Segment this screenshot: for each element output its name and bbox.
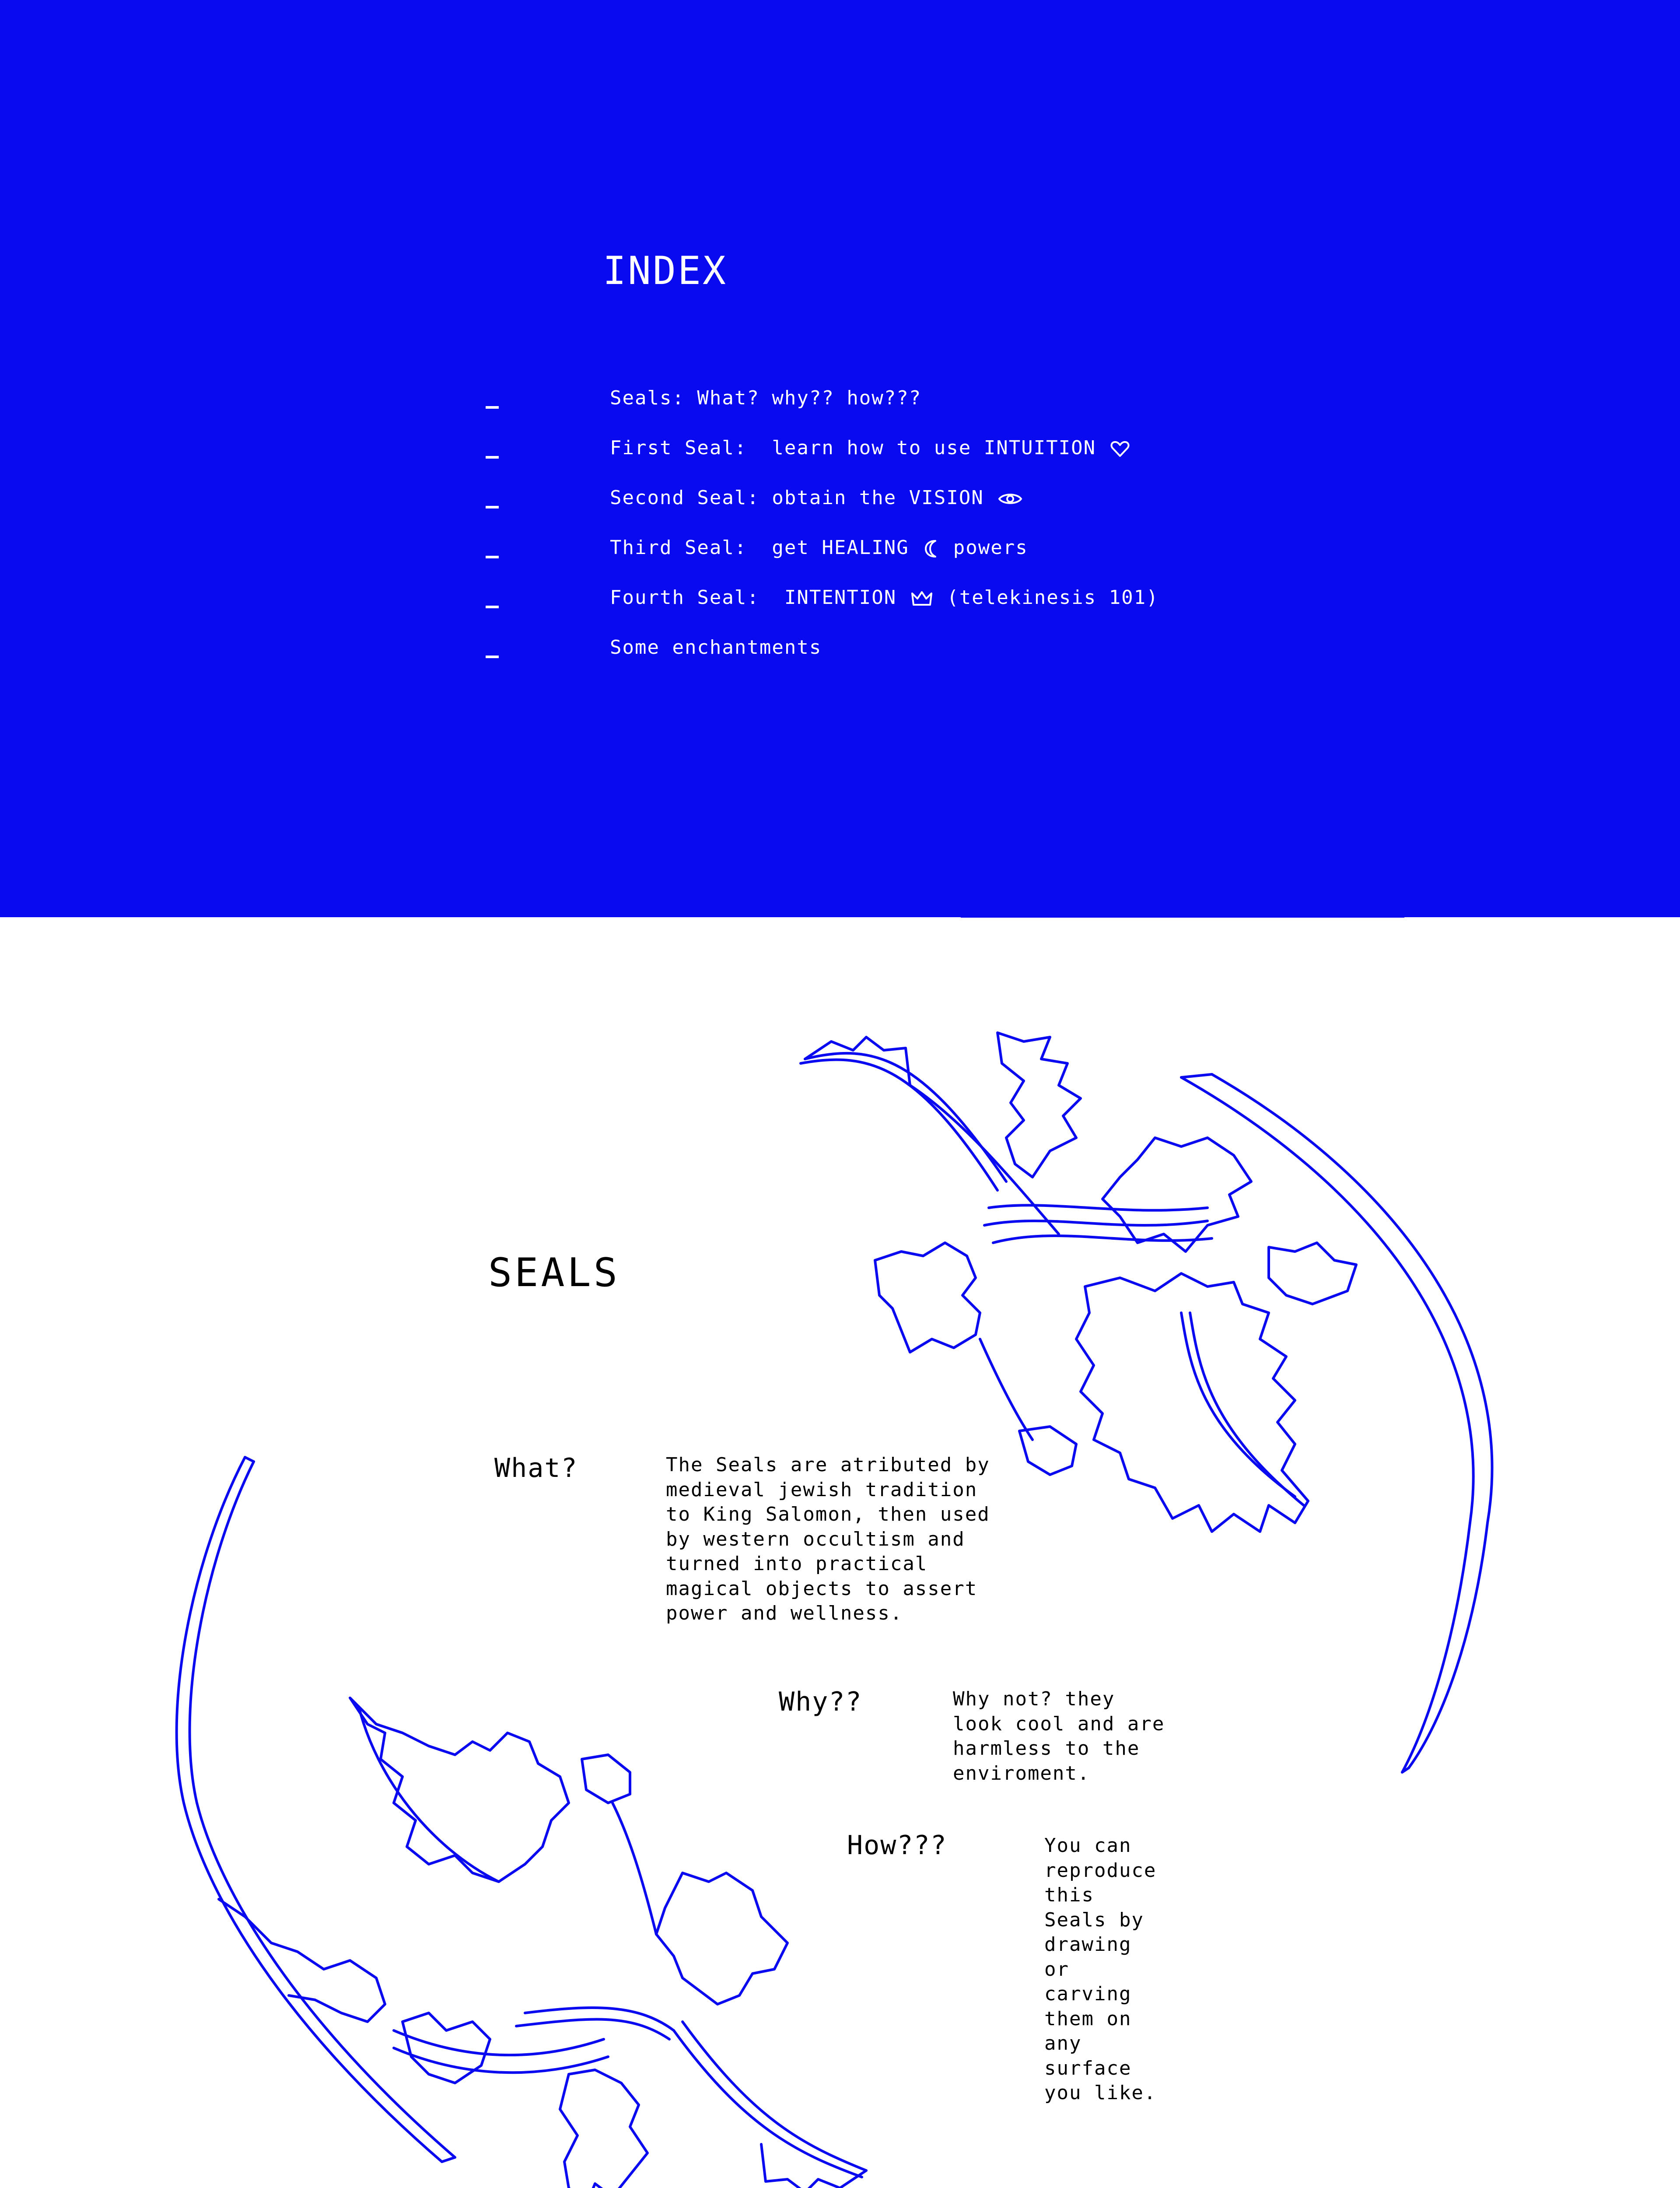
index-item-label: Third Seal: get HEALING powers bbox=[610, 536, 1028, 559]
index-item-label: First Seal: learn how to use INTUITION bbox=[610, 435, 1131, 461]
what-label: What? bbox=[494, 1453, 578, 1483]
what-text: The Seals are atributed by medieval jewish tradition to King Salomon, then used by western occultism and turned into practical magical objects to assert power and wellness. bbox=[666, 1454, 990, 1624]
bullet-dash bbox=[486, 606, 499, 608]
bullet-dash bbox=[486, 656, 499, 658]
why-text: Why not? they look cool and are harmless to the enviroment. bbox=[953, 1688, 1165, 1785]
heart-icon bbox=[1110, 440, 1130, 458]
why-label: Why?? bbox=[779, 1687, 862, 1717]
index-title: INDEX bbox=[603, 248, 728, 293]
index-item-label: Some enchantments bbox=[610, 636, 822, 659]
index-item-label: Second Seal: obtain the VISION bbox=[610, 485, 1024, 511]
index-panel bbox=[0, 0, 1680, 917]
eye-icon bbox=[998, 491, 1022, 507]
index-item-label: Fourth Seal: INTENTION (telekinesis 101) bbox=[610, 586, 1159, 609]
bullet-dash bbox=[486, 556, 499, 558]
divider-line bbox=[961, 916, 1404, 918]
index-item-label: Seals: What? why?? how??? bbox=[610, 387, 922, 409]
bullet-dash bbox=[486, 406, 499, 409]
how-text: You can reproduce this Seals by drawing or carving them on any surface you like. bbox=[1044, 1834, 1157, 2104]
seals-heading: SEALS bbox=[488, 1250, 620, 1296]
bullet-dash bbox=[486, 506, 499, 508]
how-label: How??? bbox=[847, 1830, 947, 1861]
bullet-dash bbox=[486, 456, 499, 459]
moon-icon bbox=[923, 539, 939, 558]
crown-icon bbox=[911, 590, 933, 607]
